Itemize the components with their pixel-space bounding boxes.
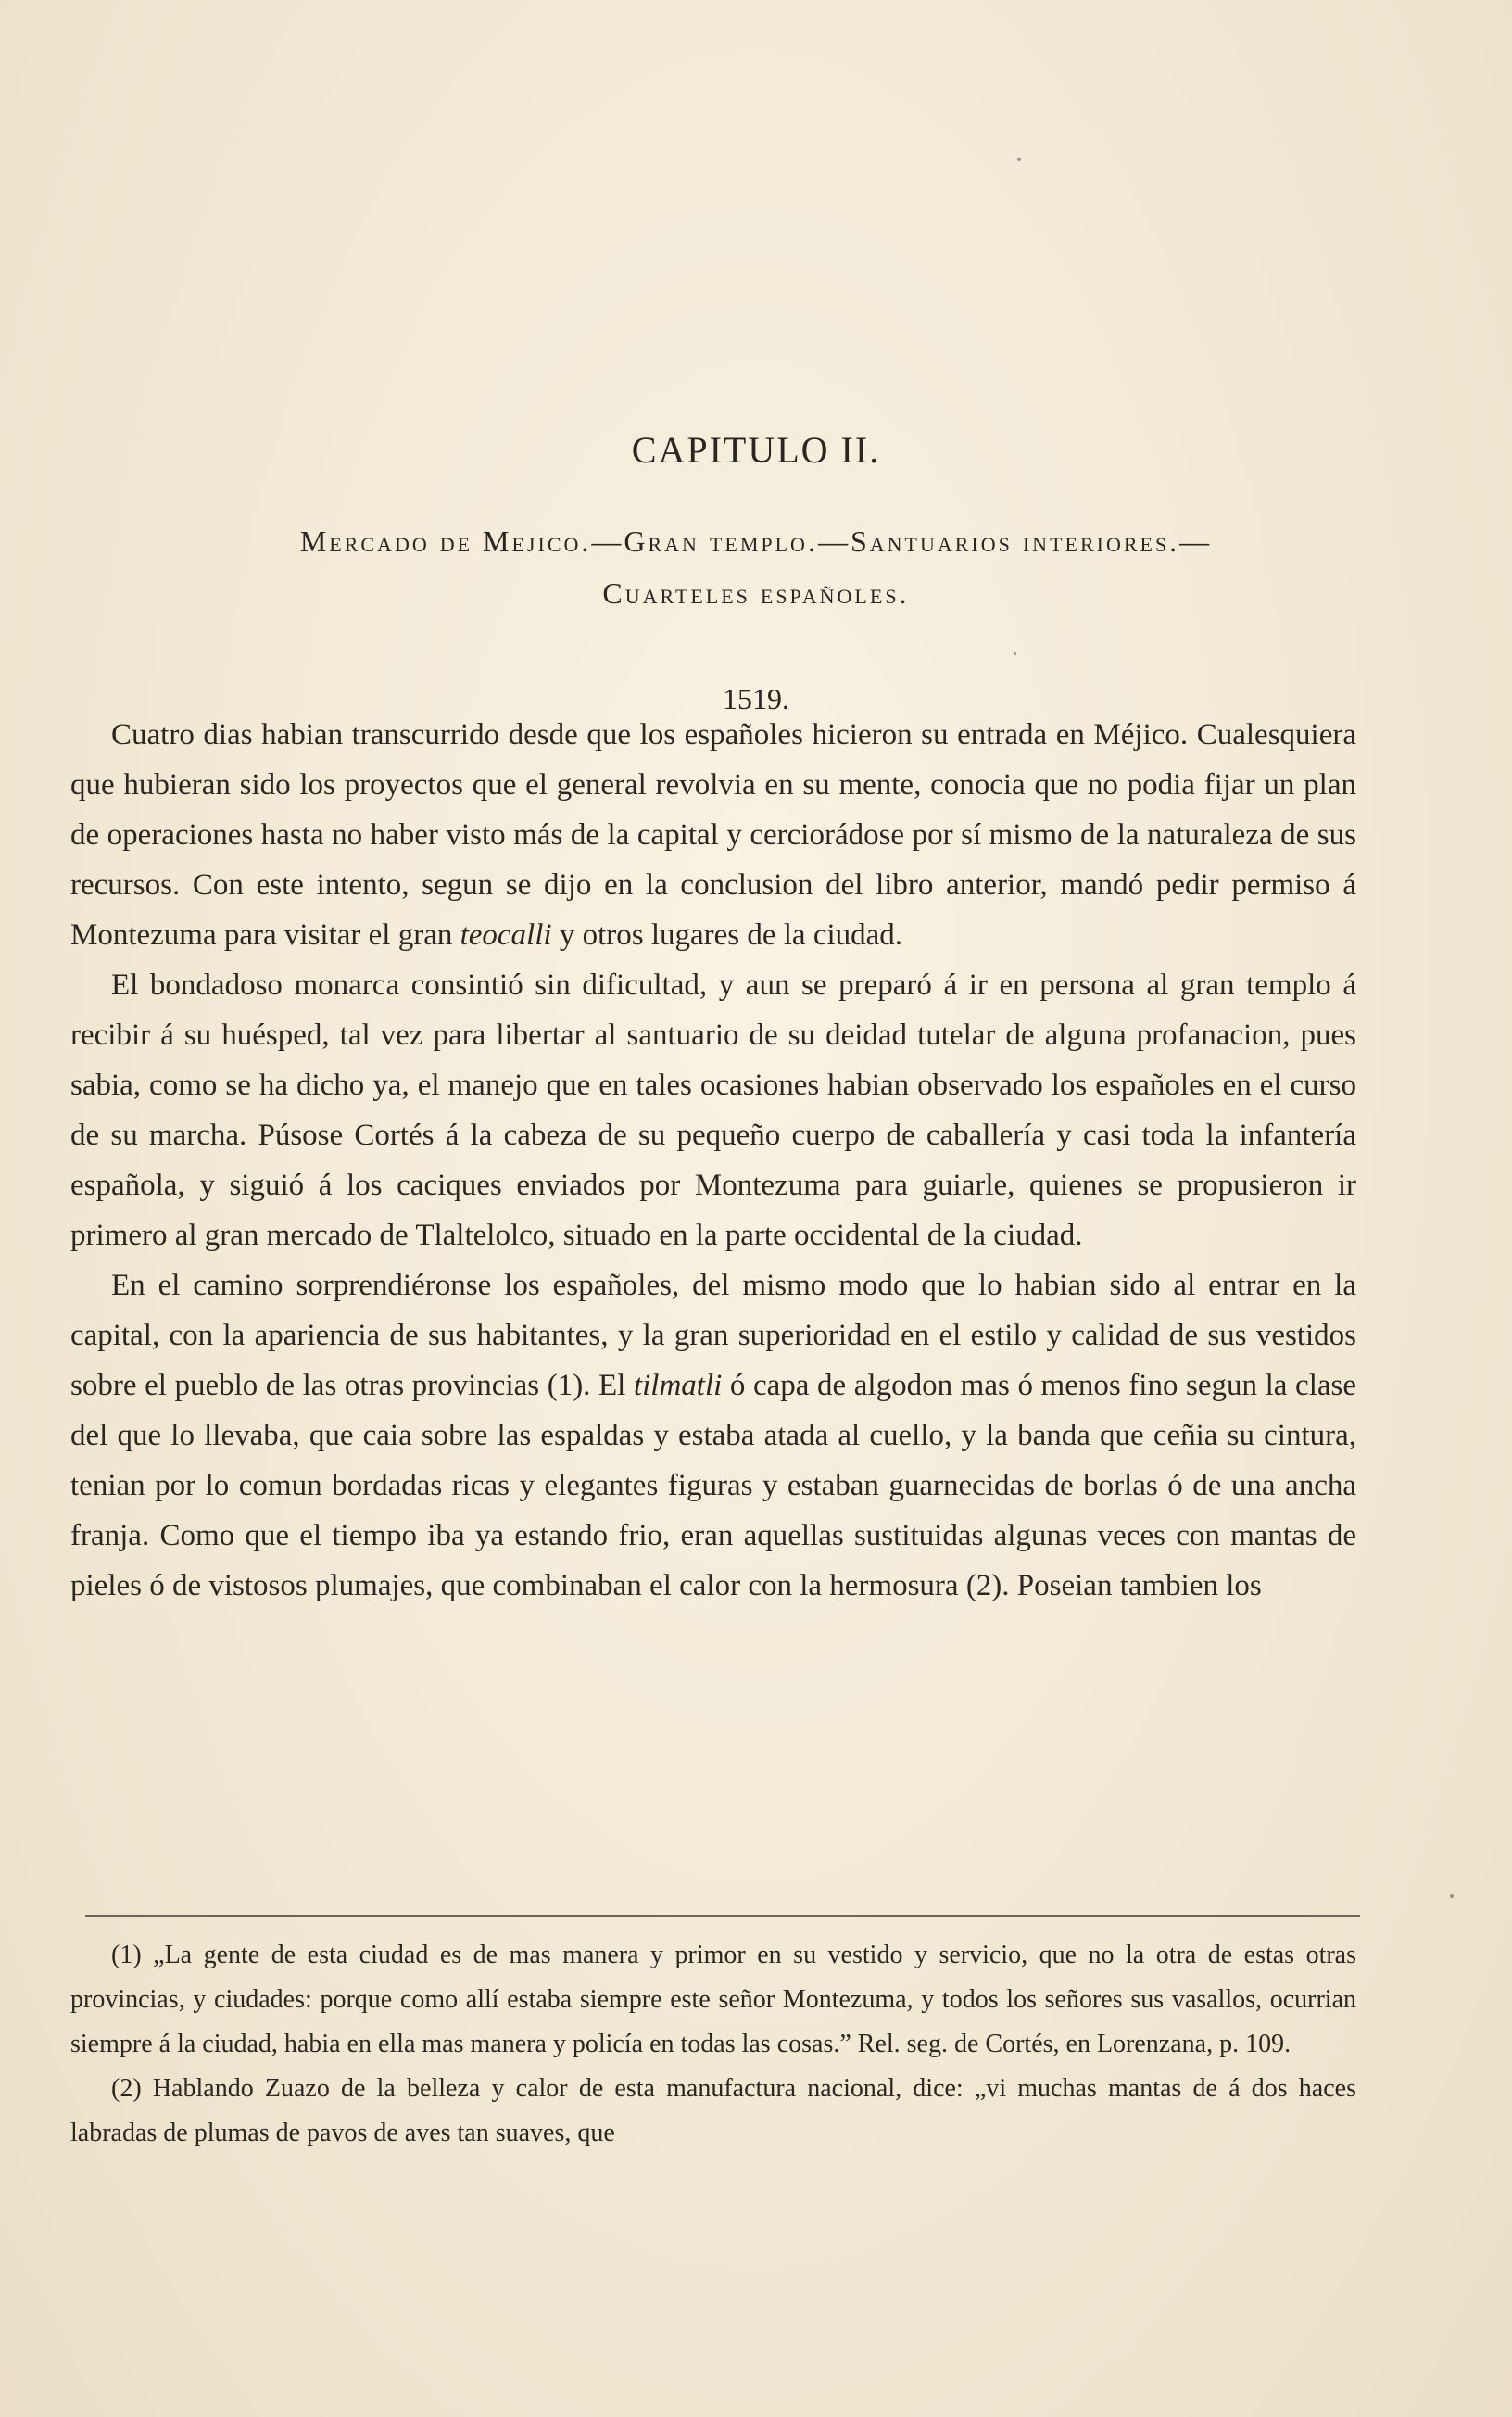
paragraph-3-text-end: ó capa de algodon mas ó menos fino segun la clase del que lo llevaba, que caia sobre las espaldas y estaba atada al cuello, y la banda que ceñia su cintura, tenian por lo comun bordadas ricas y elegantes figuras y estaban guarnecidas de borlas ó de una ancha franja. Como que el tiempo iba ya estando frio, eran aquellas sustituidas algunas veces con mantas de pieles ó de vistosos plumajes, que combinaban el calor con la hermosura (2). Poseian tambien los [70,1369,1356,1602]
chapter-year: 1519. [723,682,789,715]
paragraph-3 [70,1260,1356,1611]
footnote-2: (2) Hablando Zuazo de la belleza y calor de esta manufactura nacional, dice: „vi muchas mantas de á dos haces labradas de plumas de pavos de aves tan suaves, que [70,2074,1356,2147]
paragraph-3-text: En el camino sorprendiéronse los españoles, del mismo modo que lo habian sido al entrar en la capital, con la apariencia de sus habitantes, y la gran superioridad en el estilo y calidad de sus vestidos sobre el pueblo de las otras provincias (1). El [70,1269,1356,1402]
paragraph-1-text-end: y otros lugares de la ciudad. [551,918,903,952]
footnotes [70,1933,1356,2156]
paragraph-1-italic-term: teocalli [460,918,552,952]
chapter-subtitle-line-2: Cuarteles españoles. [602,576,910,610]
body-text [70,710,1356,1611]
footnote-1: (1) „La gente de esta ciudad es de mas manera y primor en su vestido y servicio, que no la otra de estas otras provincias, y ciudades: porque como allí estaba siempre este señor Montezuma, y todos los señores sus vasallos, ocurrian siempre á la ciudad, habia en ella mas manera y policía en todas las cosas.” Rel. seg. de Cortés, en Lorenzana, p. 109. [70,1941,1356,2058]
paragraph-1 [70,710,1356,960]
paragraph-2: El bondadoso monarca consintió sin dificultad, y aun se preparó á ir en persona al gran templo á recibir á su huésped, tal vez para libertar al santuario de su deidad tutelar de alguna profanacion, pues sabia, como se ha dicho ya, el manejo que en tales ocasiones habian observado los españoles en el curso de su marcha. Púsose Cortés á la cabeza de su pequeño cuerpo de caballería y casi toda la infantería española, y siguió á los caciques enviados por Montezuma para guiarle, quienes se propusieron ir primero al gran mercado de Tlaltelolco, situado en la parte occidental de la ciudad. [70,968,1356,1252]
chapter-subtitle-line-1: Mercado de Mejico.—Gran templo.—Santuarios interiores.— [299,525,1213,558]
paragraph-1-text: Cuatro dias habian transcurrido desde que los españoles hicieron su entrada en Méjico. Cualesquiera que hubieran sido los proyectos que el general revolvia en su mente, conocia que no podia fijar un plan de operaciones hasta no haber visto más de la capital y cerciorádose por sí mismo de la naturaleza de sus recursos. Con este intento, segun se dijo en la conclusion del libro anterior, mandó pedir permiso á Montezuma para visitar el gran [70,718,1356,952]
chapter-title: CAPITULO II. [631,429,881,471]
paper-speck [1017,158,1021,161]
paragraph-3-italic-term: tilmatli [633,1369,723,1402]
paper-speck [1450,1894,1454,1898]
chapter-subtitle [0,515,1512,619]
footnote-divider [85,1915,1360,1917]
paper-speck [1014,652,1016,655]
